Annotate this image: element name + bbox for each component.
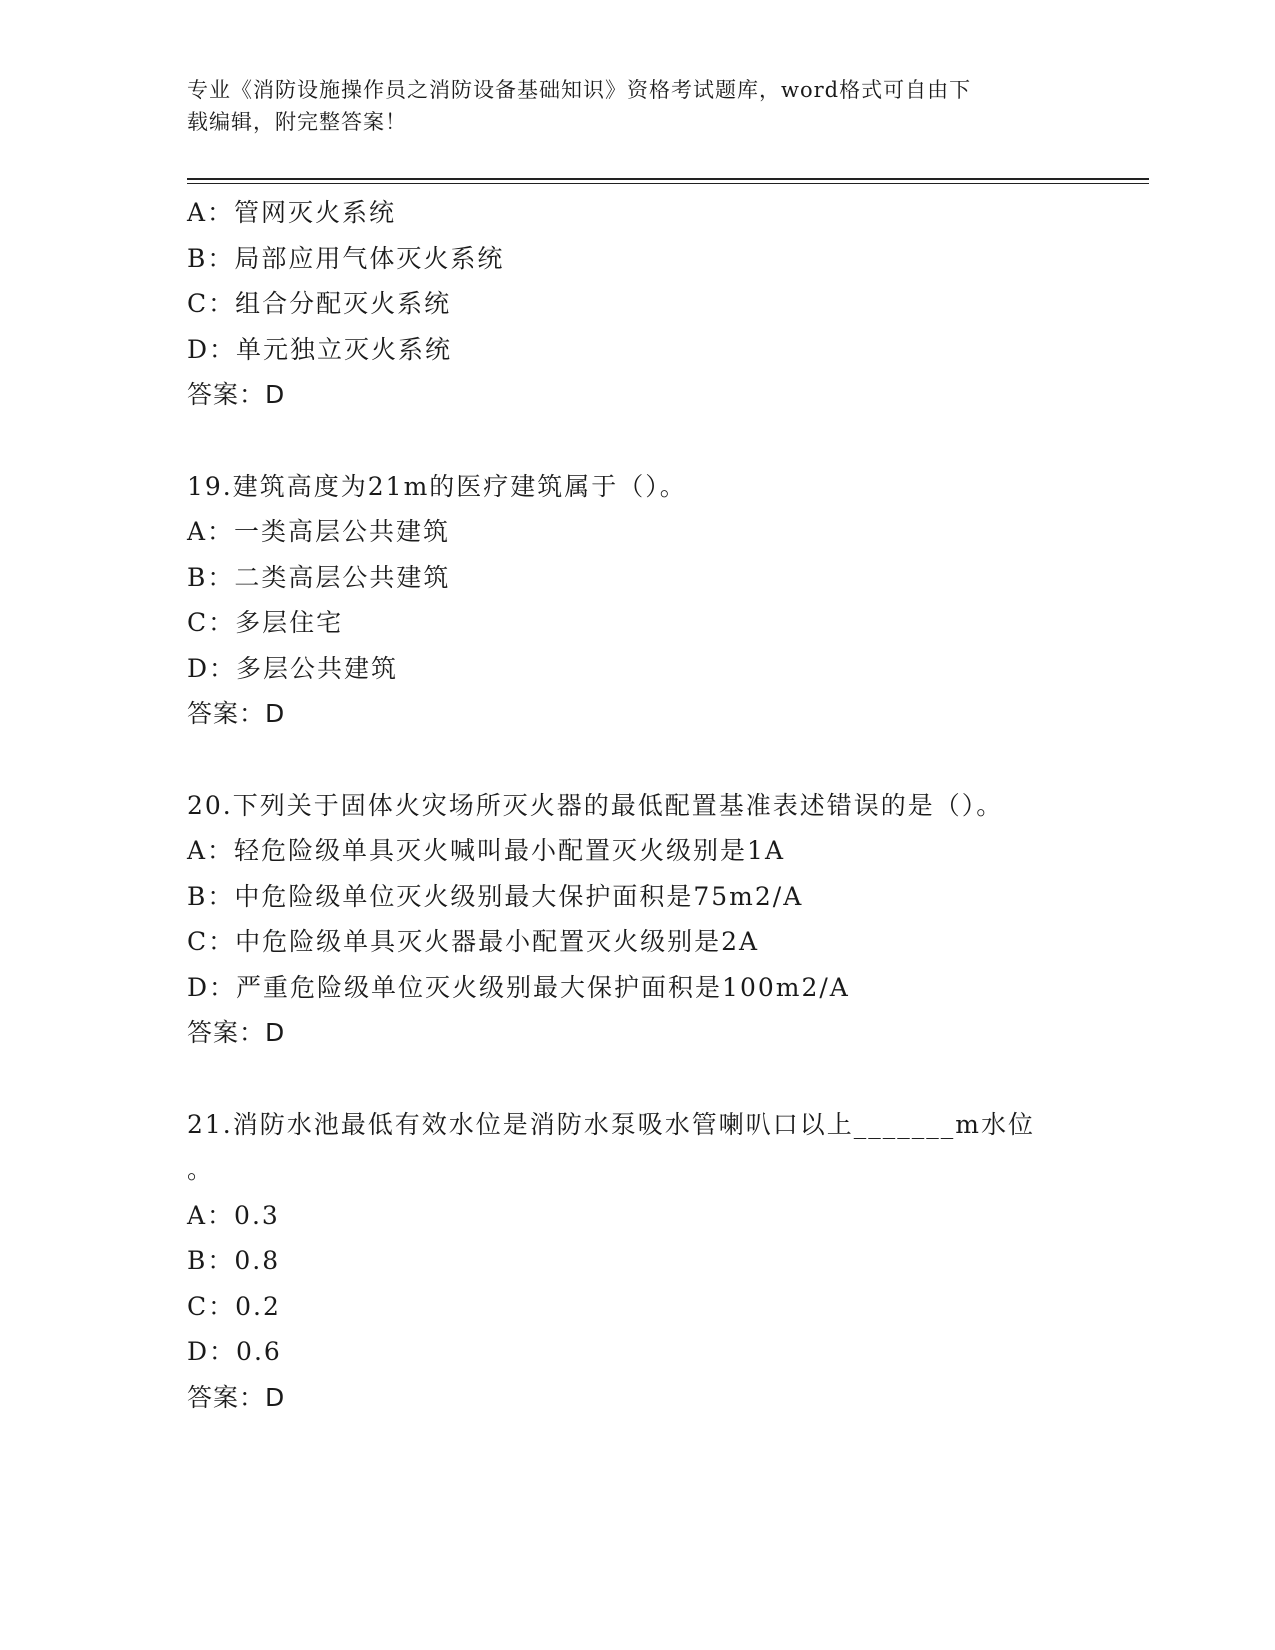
option-a: A：0.3 — [187, 1200, 280, 1230]
header-line-2: 载编辑，附完整答案！ — [187, 110, 407, 134]
option-a: A：轻危险级单具灭火喊叫最小配置灭火级别是1A — [187, 836, 786, 865]
document-header — [187, 74, 1087, 138]
question-18 — [187, 190, 1107, 418]
question-20 — [187, 783, 1107, 1056]
header-divider-thick — [187, 178, 1149, 180]
answer: 答案：D — [187, 380, 286, 409]
question-text: 21.消防水池最低有效水位是消防水泵吸水管喇叭口以上_______m水位 — [187, 1109, 1035, 1139]
spacer — [187, 737, 1107, 783]
question-list — [187, 190, 1107, 1420]
option-d: D：0.6 — [187, 1337, 282, 1366]
question-21 — [187, 1102, 1107, 1421]
option-b: B：中危险级单位灭火级别最大保护面积是75m2/A — [187, 881, 804, 911]
answer: 答案：D — [187, 699, 286, 728]
option-c: C：组合分配灭火系统 — [187, 289, 452, 318]
spacer — [187, 1056, 1107, 1102]
header-divider-thin — [187, 183, 1149, 184]
question-text: 20.下列关于固体火灾场所灭火器的最低配置基准表述错误的是（）。 — [187, 790, 1004, 820]
option-b: B：0.8 — [187, 1246, 281, 1275]
option-d: D：严重危险级单位灭火级别最大保护面积是100m2/A — [187, 972, 850, 1002]
option-c: C：多层住宅 — [187, 608, 344, 637]
question-19 — [187, 464, 1107, 737]
spacer — [187, 418, 1107, 464]
option-a: A：管网灭火系统 — [187, 198, 397, 227]
answer: 答案：D — [187, 1382, 286, 1412]
question-text: 19.建筑高度为21m的医疗建筑属于（）。 — [187, 471, 687, 501]
option-c: C：中危险级单具灭火器最小配置灭火级别是2A — [187, 927, 760, 956]
option-b: B：二类高层公共建筑 — [187, 562, 451, 592]
answer: 答案：D — [187, 1018, 286, 1047]
option-c: C：0.2 — [187, 1291, 281, 1321]
option-d: D：单元独立灭火系统 — [187, 334, 453, 364]
header-line-1: 专业《消防设施操作员之消防设备基础知识》资格考试题库，word格式可自由下 — [187, 78, 972, 102]
option-b: B：局部应用气体灭火系统 — [187, 243, 505, 273]
option-d: D：多层公共建筑 — [187, 653, 399, 683]
question-text-continued: 。 — [187, 1155, 215, 1184]
option-a: A：一类高层公共建筑 — [187, 517, 451, 546]
